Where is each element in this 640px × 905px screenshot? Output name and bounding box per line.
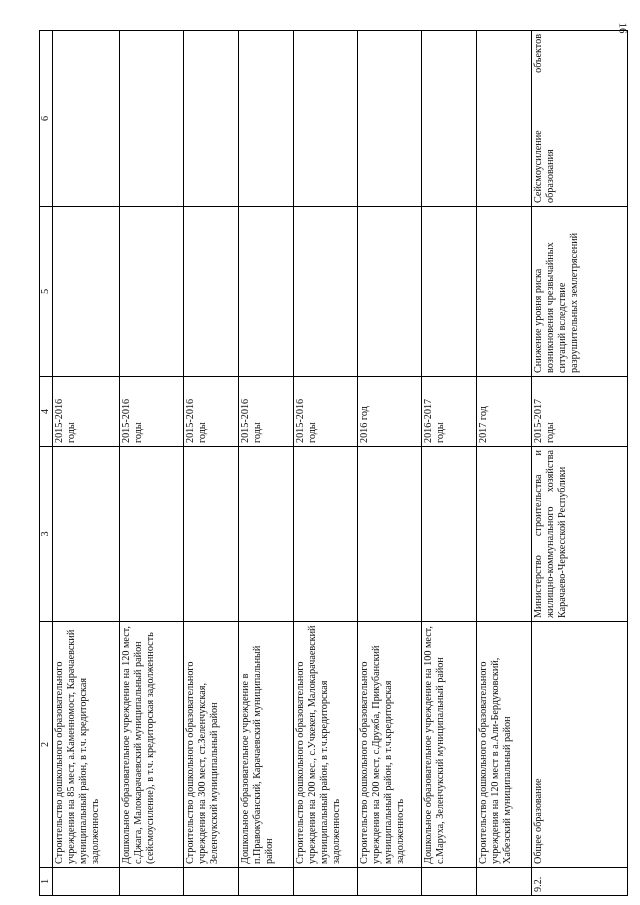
table-row xyxy=(422,31,477,896)
expected-result xyxy=(120,207,184,377)
table-row xyxy=(477,31,532,896)
header-cell: 6 xyxy=(40,31,53,207)
table-row xyxy=(184,31,239,896)
measure-description xyxy=(422,31,477,207)
measure-description: Сейсмоусиление объектов образования xyxy=(532,31,628,207)
measure-name: Строительство дошкольного образовательного учреждения на 300 мест, ст.Зеленчукская, Зеленчукский муниципальный район xyxy=(184,622,239,868)
executor xyxy=(477,447,532,622)
measure-name: Дошкольное образовательное учреждение на 100 мест, с.Маруха, Зеленчукский муниципальный район xyxy=(422,622,477,868)
measure-name: Строительство дошкольного образовательного учреждения на 200 мест, с.Дружба, Прикубанский муниципальный район, в т.ч.кредиторская задолженность xyxy=(358,622,422,868)
program-table xyxy=(39,30,628,896)
row-number xyxy=(477,868,532,896)
period: 2015-2016 годы xyxy=(53,377,120,447)
measure-name: Строительство дошкольного образовательного учреждения на 85 мест, а.Каменномост, Карачаевский муниципальный район, в т.ч. кредиторская задолженность xyxy=(53,622,120,868)
expected-result xyxy=(53,207,120,377)
measure-name: Общее образование xyxy=(532,622,628,868)
header-cell: 5 xyxy=(40,207,53,377)
measure-name: Строительство дошкольного образовательного учреждения на 120 мест в а.Али-Бердуковский, Хабезский муниципальный район xyxy=(477,622,532,868)
row-number: 9.2. xyxy=(532,868,628,896)
period: 2015-2017 годы xyxy=(532,377,628,447)
expected-result: Снижение уровня риска возникновения чрезвычайных ситуаций вследствие разрушительных землетрясений xyxy=(532,207,628,377)
period: 2017 год xyxy=(477,377,532,447)
table-row xyxy=(532,31,628,896)
executor xyxy=(422,447,477,622)
row-number xyxy=(184,868,239,896)
executor xyxy=(184,447,239,622)
measure-name: Строительство дошкольного образовательного учреждения на 200 мес., с.Учкекен, Малокарачаевский муниципальный район, в т.ч.кредиторская задолженность xyxy=(294,622,358,868)
measure-name: Дошкольное образовательное учреждение в п.Правокубанский, Карачаевский муниципальный район xyxy=(239,622,294,868)
header-cell: 1 xyxy=(40,868,53,896)
measure-description xyxy=(358,31,422,207)
period: 2016-2017 годы xyxy=(422,377,477,447)
executor xyxy=(294,447,358,622)
row-number xyxy=(358,868,422,896)
period: 2016 год xyxy=(358,377,422,447)
period: 2015-2016 годы xyxy=(184,377,239,447)
row-number xyxy=(422,868,477,896)
table-row xyxy=(294,31,358,896)
measure-name: Дошкольное образовательное учреждение на 120 мест, с.Джага, Малокарачаевский муниципальный район (сейсмоусиление), в т.ч. кредиторская задолженность xyxy=(120,622,184,868)
table-row xyxy=(120,31,184,896)
measure-description xyxy=(294,31,358,207)
expected-result xyxy=(294,207,358,377)
rotated-table-container xyxy=(39,31,622,896)
expected-result xyxy=(422,207,477,377)
table-row xyxy=(53,31,120,896)
period: 2015-2016 годы xyxy=(294,377,358,447)
executor xyxy=(239,447,294,622)
expected-result xyxy=(477,207,532,377)
measure-description xyxy=(120,31,184,207)
header-cell: 2 xyxy=(40,622,53,868)
header-row xyxy=(40,31,53,896)
row-number xyxy=(53,868,120,896)
row-number xyxy=(120,868,184,896)
header-cell: 4 xyxy=(40,377,53,447)
measure-description xyxy=(53,31,120,207)
executor xyxy=(53,447,120,622)
measure-description xyxy=(239,31,294,207)
table-row xyxy=(239,31,294,896)
measure-description xyxy=(184,31,239,207)
period: 2015-2016 годы xyxy=(120,377,184,447)
executor xyxy=(120,447,184,622)
executor: Министерство строительства и жилищно-коммунального хозяйства Карачаево-Черкесской Республики xyxy=(532,447,628,622)
executor xyxy=(358,447,422,622)
expected-result xyxy=(184,207,239,377)
table-row xyxy=(358,31,422,896)
row-number xyxy=(239,868,294,896)
expected-result xyxy=(358,207,422,377)
page-number: 16 xyxy=(616,22,629,34)
header-cell: 3 xyxy=(40,447,53,622)
row-number xyxy=(294,868,358,896)
expected-result xyxy=(239,207,294,377)
period: 2015-2016 годы xyxy=(239,377,294,447)
measure-description xyxy=(477,31,532,207)
